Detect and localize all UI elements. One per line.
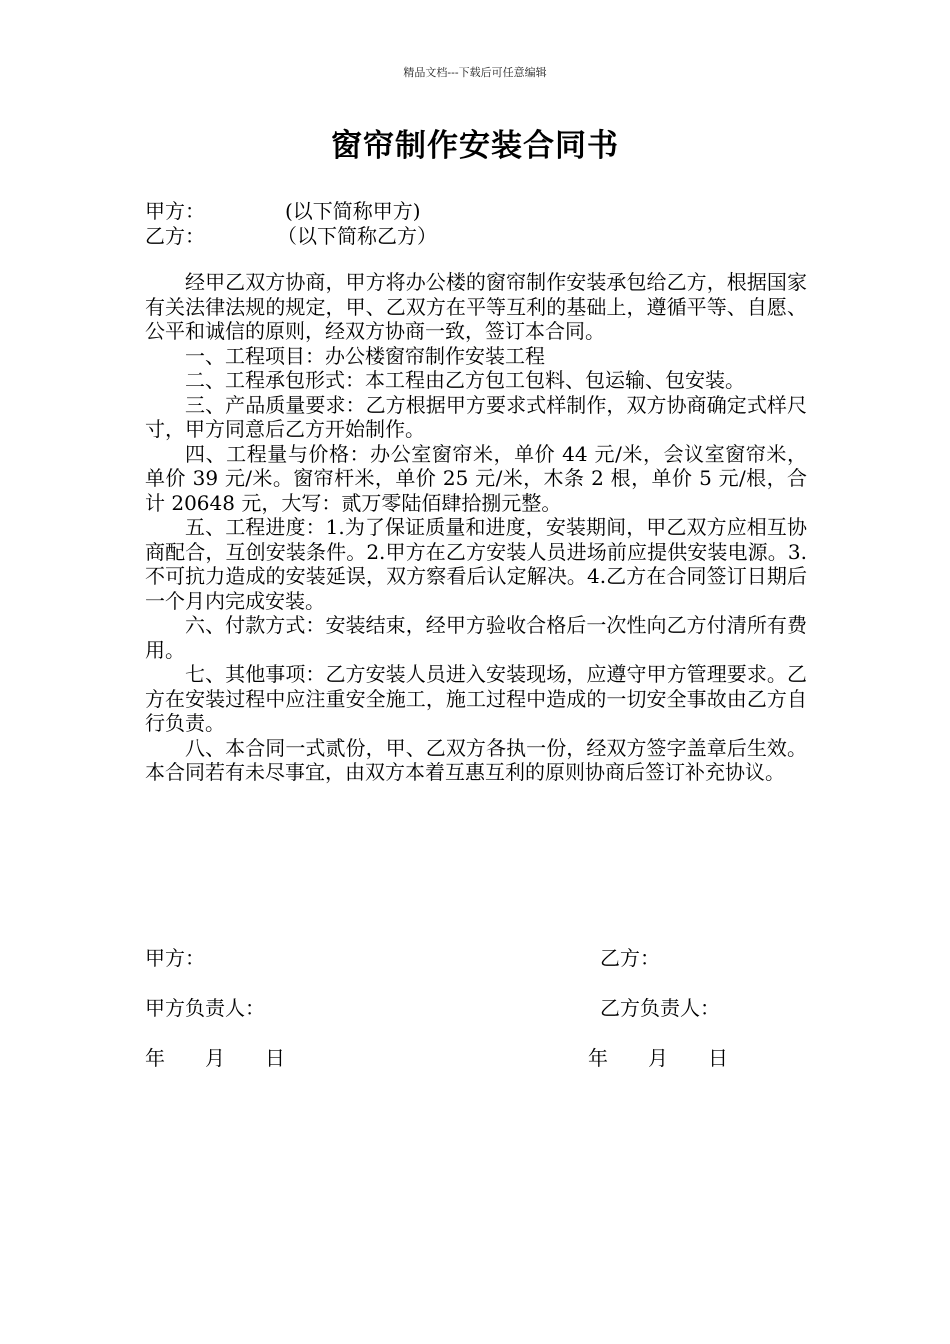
- sign-party-a-rep: 甲方负责人：: [145, 996, 265, 1020]
- date-a-year: 年: [145, 1046, 165, 1070]
- clause-project: 一、工程项目：办公楼窗帘制作安装工程: [185, 343, 545, 368]
- sign-party-a: 甲方：: [145, 946, 205, 970]
- date-party-b: [588, 1045, 728, 1071]
- clause-copies: 八、本合同一式贰份，甲、乙双方各执一份，经双方签字盖章后生效。本合同若有未尽事宜，由双方本着互惠互利的原则协商后签订补充协议。: [145, 735, 807, 784]
- document-title: 窗帘制作安装合同书: [331, 128, 619, 164]
- party-b-note: （以下简称乙方）: [277, 224, 437, 248]
- date-a-month: 月: [205, 1046, 225, 1070]
- contract-body: [145, 270, 807, 785]
- party-b-label: 乙方：: [145, 224, 205, 248]
- date-b-month: 月: [648, 1046, 668, 1070]
- date-a-day: 日: [265, 1046, 285, 1070]
- clause-quality: 三、产品质量要求：乙方根据甲方要求式样制作，双方协商确定式样尺寸，甲方同意后乙方开始制作。: [145, 392, 807, 441]
- sign-party-b: 乙方：: [600, 946, 660, 970]
- clause-schedule: 五、工程进度：1.为了保证质量和进度，安装期间，甲乙双方应相互协商配合，互创安装条件。2.甲方在乙方安装人员进场前应提供安装电源。3.不可抗力造成的安装延误，双方察看后认定解决。4.乙方在合同签订日期后一个月内完成安装。: [145, 515, 807, 613]
- header-note: 精品文档---下载后可任意编辑: [403, 66, 547, 79]
- party-a-label: 甲方：: [145, 199, 205, 223]
- sign-party-b-rep: 乙方负责人：: [600, 996, 720, 1020]
- date-party-a: [145, 1045, 285, 1071]
- parties-section: [145, 199, 437, 249]
- party-a-line: [145, 199, 437, 224]
- clause-other: 七、其他事项：乙方安装人员进入安装现场，应遵守甲方管理要求。乙方在安装过程中应注重安全施工，施工过程中造成的一切安全事故由乙方自行负责。: [145, 662, 807, 735]
- date-b-year: 年: [588, 1046, 608, 1070]
- clause-payment: 六、付款方式：安装结束，经甲方验收合格后一次性向乙方付清所有费用。: [145, 613, 807, 662]
- date-b-day: 日: [708, 1046, 728, 1070]
- clause-contract-form: 二、工程承包形式：本工程由乙方包工包料、包运输、包安装。: [185, 368, 745, 392]
- clause-quantity-price: 四、工程量与价格：办公室窗帘米，单价 44 元/米，会议室窗帘米，单价 39 元/米。窗帘杆米，单价 25 元/米，木条 2 根，单价 5 元/根，合计 20648 元，大写：贰万零陆佰肆拾捌元整。: [145, 441, 807, 515]
- intro-paragraph: 经甲乙双方协商，甲方将办公楼的窗帘制作安装承包给乙方，根据国家有关法律法规的规定，甲、乙双方在平等互利的基础上，遵循平等、自愿、公平和诚信的原则，经双方协商一致，签订本合同。: [145, 270, 807, 343]
- party-a-note: (以下简称甲方): [285, 199, 421, 223]
- party-b-line: [145, 224, 437, 249]
